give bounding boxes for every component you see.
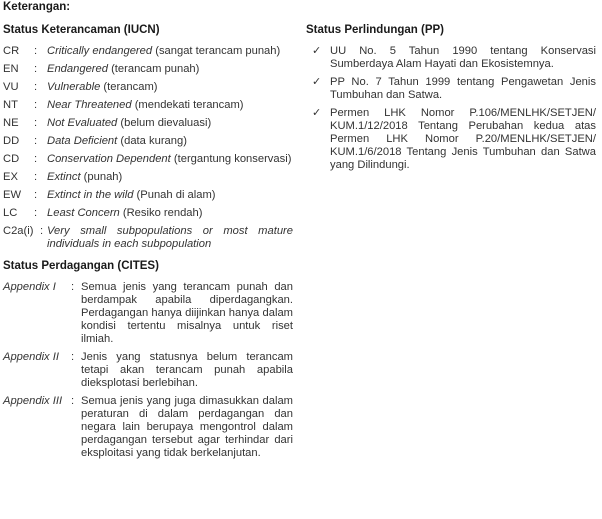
iucn-desc — [47, 207, 293, 220]
colon: : — [34, 207, 38, 219]
iucn-heading: Status Keterancaman (IUCN) — [3, 24, 160, 36]
iucn-code: C2a(i) — [3, 225, 34, 237]
iucn-row-ne — [3, 117, 293, 130]
cites-desc: Jenis yang statusnya belum terancam tetapi akan terancam punah apabila dieksplotasi berlebihan. — [81, 351, 293, 389]
colon: : — [34, 153, 38, 165]
pp-desc: UU No. 5 Tahun 1990 tentang Konservasi Sumberdaya Alam Hayati dan Ekosistemnya. — [330, 45, 596, 70]
iucn-term: Very small subpopulations or most mature individuals in each subpopulation — [47, 225, 293, 250]
iucn-translation: (Punah di alam) — [133, 189, 216, 201]
iucn-code: DD — [3, 135, 20, 147]
iucn-code: CD — [3, 153, 20, 165]
iucn-term: Not Evaluated — [47, 117, 118, 129]
cites-code: Appendix I — [3, 281, 56, 293]
colon: : — [71, 351, 75, 363]
iucn-code: CR — [3, 45, 20, 57]
iucn-translation: (terancam) — [100, 81, 158, 93]
iucn-term: Least Concern — [47, 207, 120, 219]
pp-item — [306, 76, 596, 102]
iucn-code: NT — [3, 99, 18, 111]
colon: : — [34, 135, 38, 147]
iucn-row-nt — [3, 99, 293, 112]
iucn-code: EX — [3, 171, 18, 183]
iucn-row-en — [3, 63, 293, 76]
iucn-translation: (Resiko rendah) — [119, 207, 203, 219]
cites-heading: Status Perdagangan (CITES) — [3, 260, 159, 272]
iucn-desc — [47, 81, 293, 94]
iucn-desc — [47, 189, 293, 202]
iucn-code: EW — [3, 189, 22, 201]
colon: : — [34, 81, 38, 93]
iucn-row-vu — [3, 81, 293, 94]
check-icon: ✓ — [312, 45, 322, 57]
iucn-translation: (belum dievaluasi) — [117, 117, 212, 129]
iucn-code: EN — [3, 63, 19, 75]
iucn-row-ex — [3, 171, 293, 184]
pp-heading: Status Perlindungan (PP) — [306, 24, 445, 36]
cites-desc: Semua jenis yang juga dimasukkan dalam peraturan di dalam perdagangan dan negara lain berupaya mengontrol dalam perdagangan tersebut agar terhindar dari eksploitasi yang tidak berkelanjutan. — [81, 395, 293, 459]
pp-desc: PP No. 7 Tahun 1999 tentang Pengawetan Jenis Tumbuhan dan Satwa. — [330, 76, 596, 101]
legend-title: Keterangan: — [3, 1, 71, 13]
cites-row-appendix-1 — [3, 281, 293, 346]
iucn-desc — [47, 135, 293, 148]
iucn-desc — [47, 225, 293, 251]
colon: : — [34, 63, 38, 75]
iucn-code: VU — [3, 81, 19, 93]
iucn-row-dd — [3, 135, 293, 148]
pp-item — [306, 107, 596, 172]
colon: : — [34, 99, 38, 111]
iucn-translation: (mendekati terancam) — [131, 99, 244, 111]
iucn-row-lc — [3, 207, 293, 220]
iucn-translation: (sangat terancam punah) — [152, 45, 281, 57]
colon: : — [71, 281, 75, 293]
iucn-desc — [47, 117, 293, 130]
colon: : — [71, 395, 75, 407]
colon: : — [34, 45, 38, 57]
iucn-term: Near Threatened — [47, 99, 132, 111]
iucn-desc — [47, 99, 293, 112]
iucn-desc — [47, 63, 293, 76]
iucn-term: Vulnerable — [47, 81, 101, 93]
iucn-row-cd — [3, 153, 293, 166]
iucn-translation: (terancam punah) — [107, 63, 200, 75]
iucn-desc — [47, 171, 293, 184]
check-icon: ✓ — [312, 76, 322, 88]
iucn-row-cr — [3, 45, 293, 58]
colon: : — [34, 117, 38, 129]
iucn-term: Extinct — [47, 171, 81, 183]
iucn-code: LC — [3, 207, 18, 219]
iucn-term: Conservation Dependent — [47, 153, 171, 165]
cites-row-appendix-3 — [3, 395, 293, 460]
cites-row-appendix-2 — [3, 351, 293, 390]
pp-item — [306, 45, 596, 71]
iucn-term: Data Deficient — [47, 135, 118, 147]
colon: : — [34, 189, 38, 201]
iucn-translation: (tergantung konservasi) — [170, 153, 292, 165]
iucn-row-c2a — [3, 225, 293, 251]
pp-desc: Permen LHK Nomor P.106/MENLHK/SETJEN/ KUM.1/12/2018 Tentang Perubahan kedua atas Permen LHK Nomor P.20/MENLHK/SETJEN/ KUM.1/6/2018 Tentang Jenis Tumbuhan dan Satwa yang Dilindungi. — [330, 107, 596, 171]
iucn-code: NE — [3, 117, 19, 129]
iucn-translation: (punah) — [80, 171, 123, 183]
iucn-term: Endangered — [47, 63, 108, 75]
left-column — [3, 24, 293, 465]
cites-desc: Semua jenis yang terancam punah dan berdampak apabila diperdagangkan. Perdagangan hanya diijinkan hanya dalam kondisi tertentu misalnya untuk riset ilmiah. — [81, 281, 293, 345]
cites-code: Appendix III — [3, 395, 63, 407]
colon: : — [40, 225, 44, 237]
iucn-desc — [47, 45, 293, 58]
colon: : — [34, 171, 38, 183]
iucn-term: Critically endangered — [47, 45, 153, 57]
right-column — [306, 24, 596, 177]
cites-code: Appendix II — [3, 351, 59, 363]
check-icon: ✓ — [312, 107, 322, 119]
iucn-desc — [47, 153, 293, 166]
iucn-row-ew — [3, 189, 293, 202]
iucn-translation: (data kurang) — [117, 135, 187, 147]
iucn-term: Extinct in the wild — [47, 189, 134, 201]
